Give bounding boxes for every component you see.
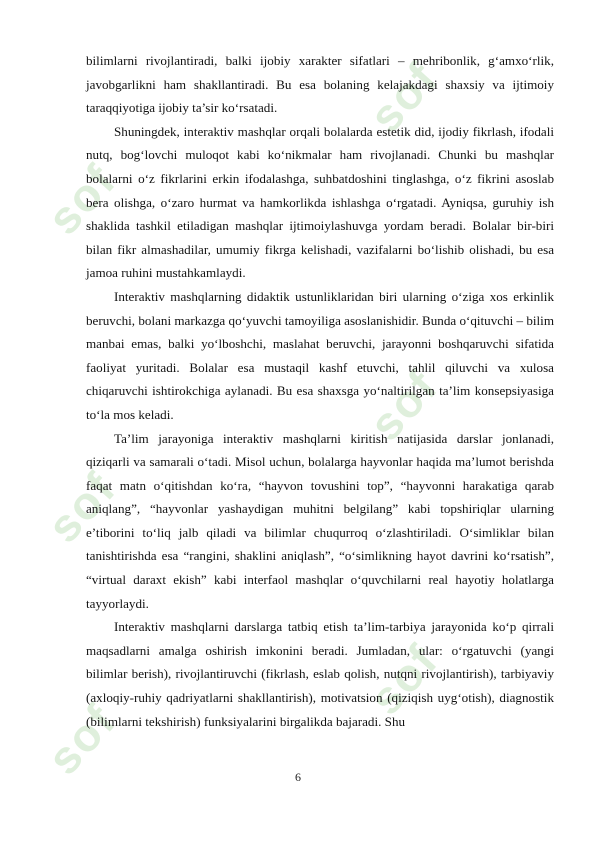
- watermark: sof: [359, 359, 448, 451]
- paragraph: Interaktiv mashqlarning didaktik ustunliklaridan biri ularning o‘ziga xos erkinlik beruvchi, bolani markazga qo‘yuvchi tamoyiliga asoslanishidir. Bunda o‘qituvchi – bilim manbai emas, balki yo‘lboshchi, maslahat beruvchi, jarayonni boshqaruvchi sifatida faoliyat yuritadi. Bolalar esa mustaqil kashf etuvchi, tahlil qiluvchi va xulosa chiqaruvchi ishtirokchiga aylanadi. Bu esa shaxsga yo‘naltirilgan ta’lim konsepsiyasiga to‘la mos keladi.: [86, 288, 555, 422]
- paragraph: Interaktiv mashqlarni darslarga tatbiq etish ta’lim-tarbiya jarayonida ko‘p qirrali maqsadlarni amalga oshirish imkonini beradi. Jumladan, ular: o‘rgatuvchi (yangi bilimlar berish), rivojlantiruvchi (fikrlash, eslab qolish, nutqni rivojlantirish), tarbiyaviy (axloqiy-ruhiy qadriyatlarni shakllantirish), motivatsion (qiziqish uyg‘otish), diagnostik (bilimlarni tekshirish) funksiyalarini birgalikda bajaradi. Shu: [86, 619, 554, 729]
- watermark: sof: [359, 633, 448, 725]
- watermark: sof: [359, 51, 448, 143]
- page-number: 6: [295, 770, 301, 784]
- watermark: sof: [37, 153, 126, 245]
- paragraph-continuation: bilimlarni rivojlantiradi, balki ijobiy xarakter sifatlari – mehribonlik, g‘amxo‘rlik, javobgarlikni ham shakllantiradi. Bu esa bolaning kelajakdagi shaxsiy va ijtimoiy taraqqiyotiga ijobiy ta’sir ko‘rsatadi.: [86, 53, 554, 116]
- watermark: sof: [37, 461, 126, 553]
- paragraph: Shuningdek, interaktiv mashqlar orqali bolalarda estetik did, ijodiy fikrlash, ifodali nutq, bog‘lovchi muloqot kabi ko‘nikmalar ham rivojlanadi. Chunki bu mashqlar bolalarni o‘z fikrlarini erkin ifodalashga, suhbatdoshini tinglashga, o‘z fikrini asoslab bera olishga, o‘zaro hurmat va hamkorlikda ishlashga o‘rgatadi. Ayniqsa, guruhiy ish shaklida tashkil etiladigan mashqlar ijtimoiylashuvga yordam beradi. Bolalar bir-biri bilan fikr almashadilar, umumiy fikrga kelishadi, vazifalarni bo‘lishib olishadi, bu esa jamoa ruhini mustahkamlaydi.: [86, 123, 554, 281]
- paragraph: Ta’lim jarayoniga interaktiv mashqlarni kiritish natijasida darslar jonlanadi, qiziqarli va samarali o‘tadi. Misol uchun, bolalarga hayvonlar haqida ma’lumot berishda faqat matn o‘qitishdan ko‘ra, “hayvon tovushini top”, “hayvonni harakatiga qarab aniqlang”, “hayvonlar yashaydigan muhitni belgilang” kabi topshiriqlar ularning e’tiborini to‘liq jalb qiladi va bilimlar chuqurroq o‘zlashtiriladi. O‘simliklar bilan tanishtirishda esa “rangini, shaklini aniqlash”, “o‘simlikning hayot davrini ko‘rsatish”, “virtual daraxt ekish” kabi interfaol mashqlar o‘quvchilarni real hayotiy holatlarga tayyorlaydi.: [86, 430, 554, 611]
- watermark: sof: [37, 693, 126, 785]
- page-body: [86, 49, 554, 733]
